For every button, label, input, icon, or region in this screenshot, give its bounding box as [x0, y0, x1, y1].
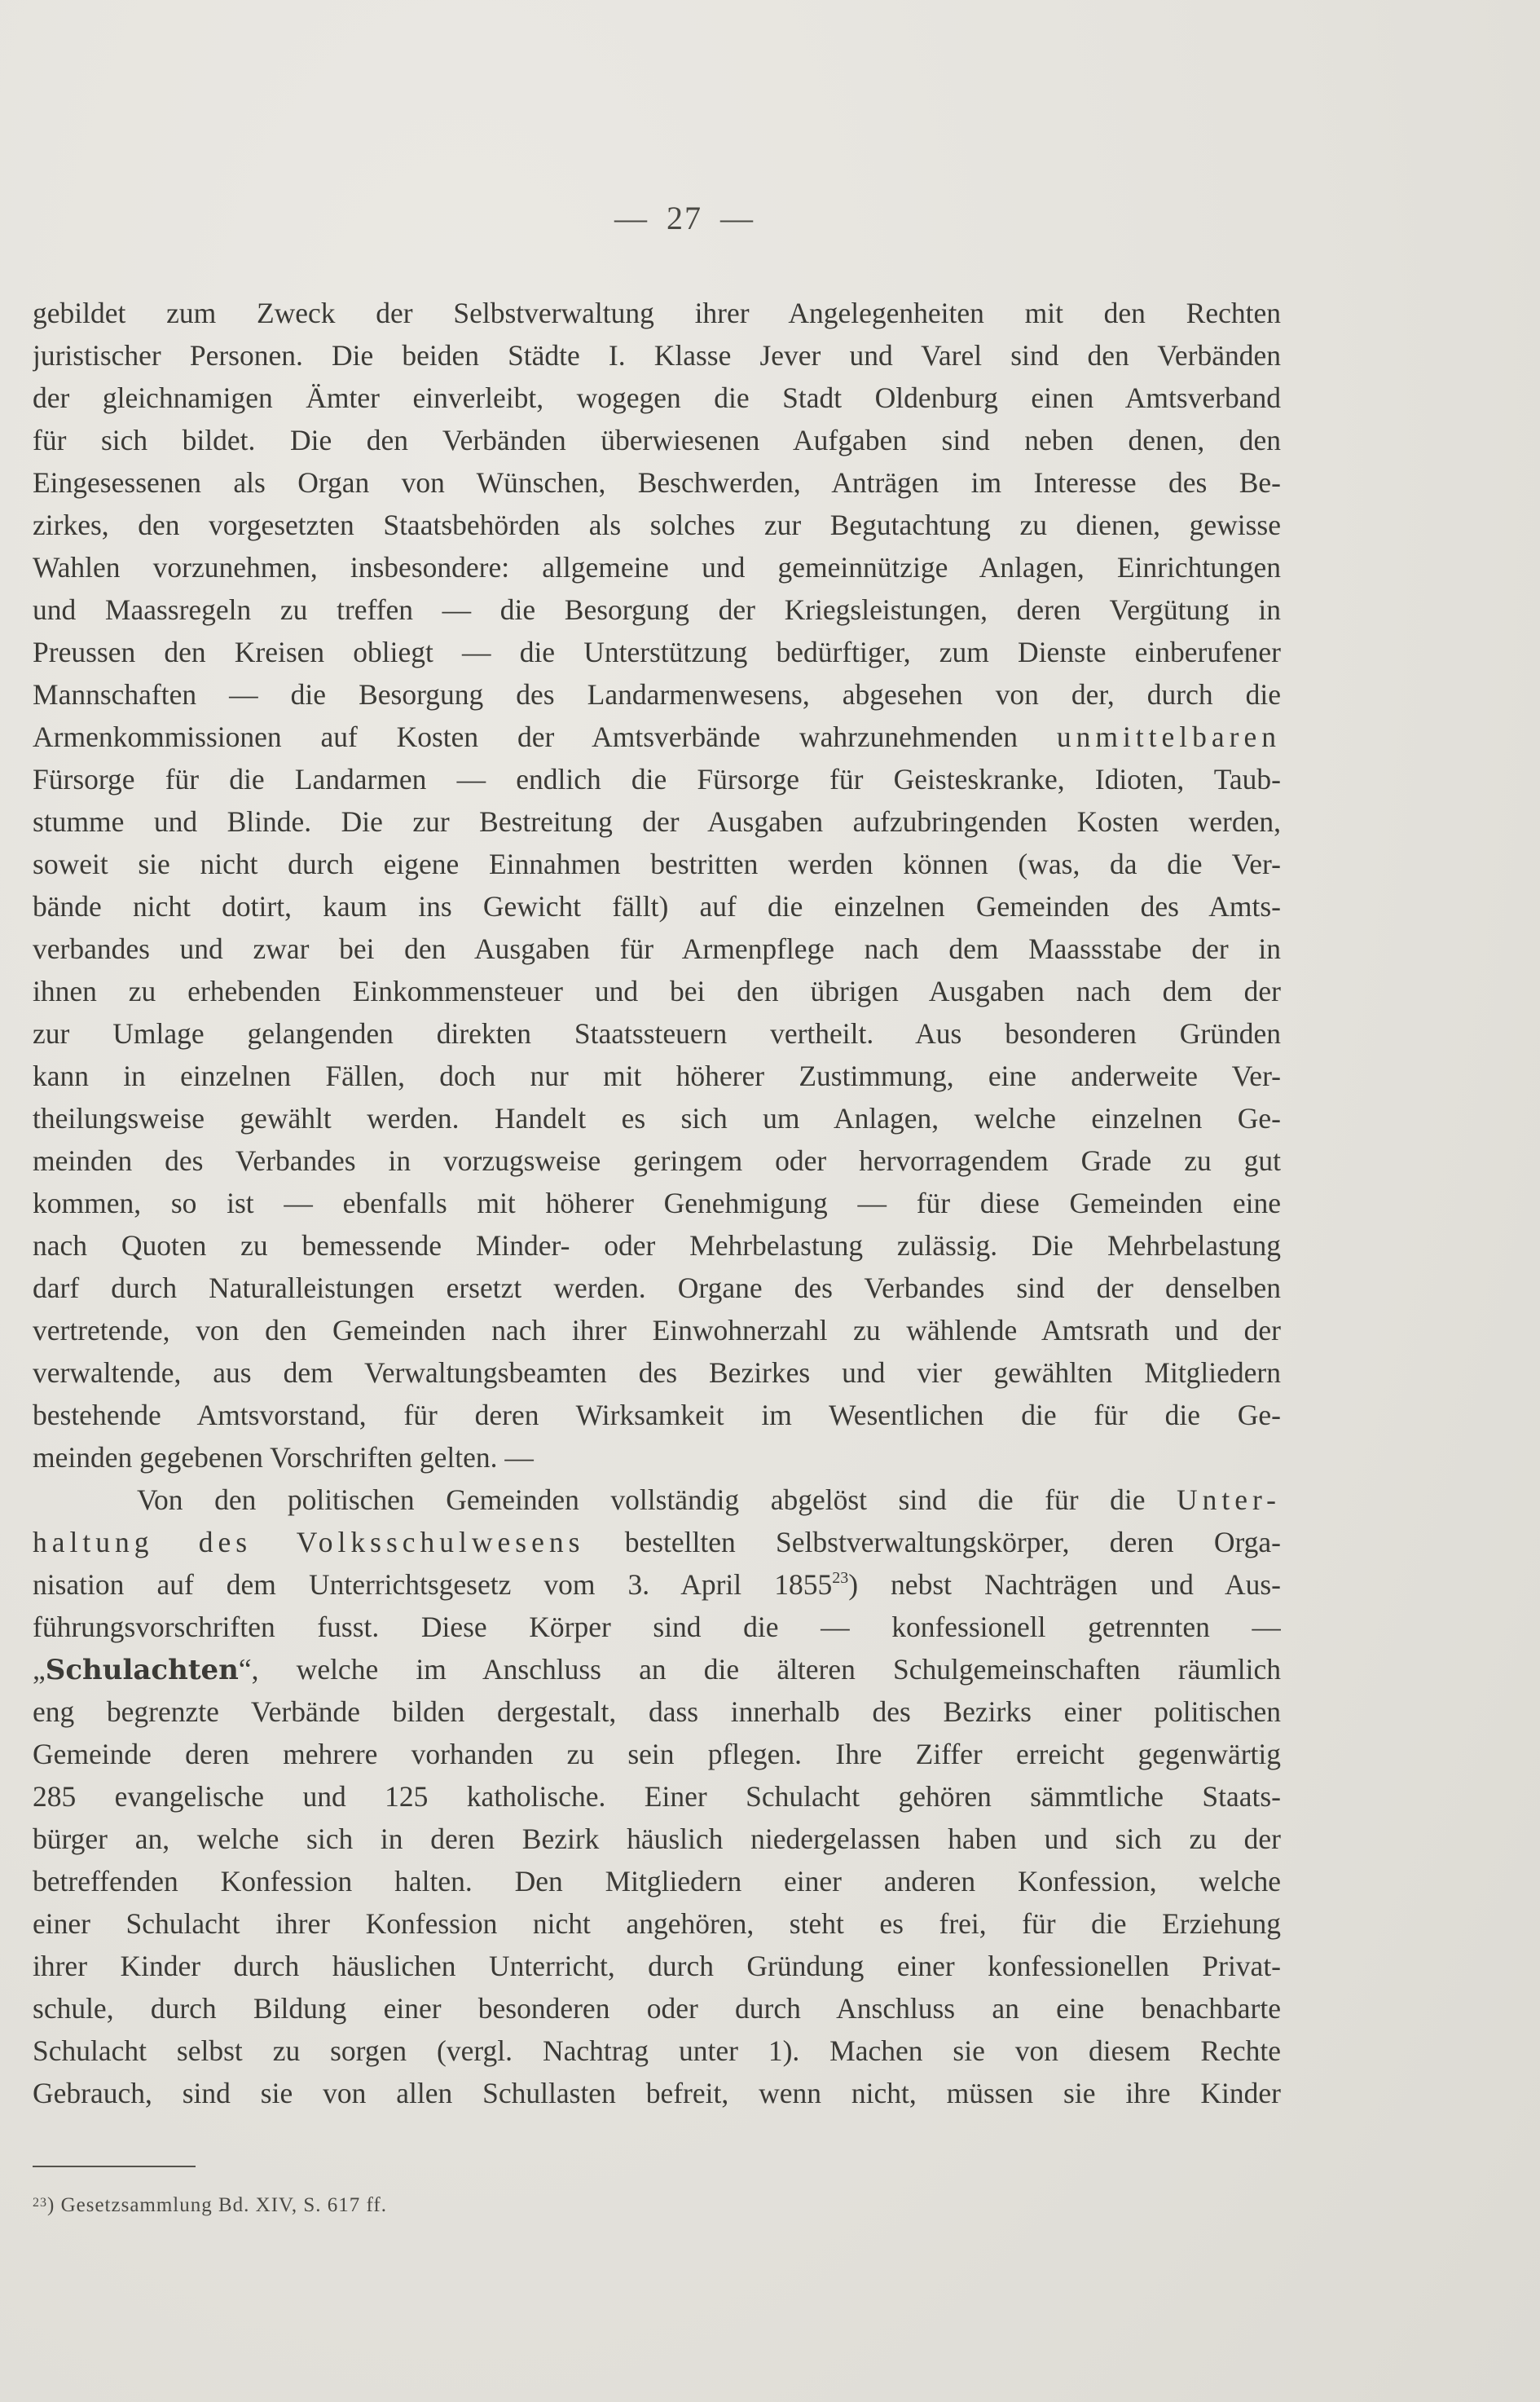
text-line — [33, 1012, 1281, 1055]
emphasized-term: Schulachten — [45, 1654, 239, 1686]
text-segment: Preussen den Kreisen obliegt — die Unterstützung bedürftiger, zum Dienste einberufener — [33, 636, 1281, 668]
text-line — [33, 1860, 1281, 1902]
text-line — [33, 2072, 1281, 2114]
text-segment: bestellten Selbstverwaltungskörper, deren Orga- — [584, 1526, 1281, 1558]
text-line — [33, 1351, 1281, 1394]
text-segment: kann in einzelnen Fällen, doch nur mit höherer Zustimmung, eine anderweite Ver- — [33, 1060, 1281, 1092]
text-segment: juristischer Personen. Die beiden Städte I. Klasse Jever und Varel sind den Verbänden — [33, 339, 1281, 372]
text-line — [33, 461, 1281, 504]
text-line — [33, 970, 1281, 1012]
text-segment: Schulacht selbst zu sorgen (vergl. Nachtrag unter 1). Machen sie von diesem Rechte — [33, 2034, 1281, 2067]
text-segment: einer Schulacht ihrer Konfession nicht angehören, steht es frei, für die Erziehung — [33, 1907, 1281, 1940]
text-segment: “, welche im Anschluss an die älteren Schulgemeinschaften räumlich — [238, 1653, 1281, 1686]
text-segment: nach Quoten zu bemessende Minder- oder Mehrbelastung zulässig. Die Mehrbelastung — [33, 1229, 1281, 1262]
page-number-dash-right: — — [720, 200, 755, 236]
text-segment: soweit sie nicht durch eigene Einnahmen bestritten werden können (was, da die Ver- — [33, 848, 1281, 880]
text-segment: 285 evangelische und 125 katholische. Einer Schulacht gehören sämmtliche Staats- — [33, 1780, 1281, 1813]
text-segment: bände nicht dotirt, kaum ins Gewicht fällt) auf die einzelnen Gemeinden des Amts- — [33, 890, 1281, 923]
spaced-emphasis: haltung des Volksschulwesens — [33, 1526, 585, 1558]
footnote-reference: 23 — [832, 1569, 849, 1587]
text-line — [33, 1182, 1281, 1224]
text-segment: Gebrauch, sind sie von allen Schullasten befreit, wenn nicht, müssen sie ihre Kinder — [33, 2077, 1281, 2109]
spaced-emphasis: unmittelbaren — [1056, 721, 1281, 753]
text-line — [33, 1902, 1281, 1945]
text-line — [33, 1436, 1281, 1479]
text-segment: kommen, so ist — ebenfalls mit höherer Genehmigung — für diese Gemeinden eine — [33, 1187, 1281, 1219]
text-segment: verwaltende, aus dem Verwaltungsbeamten des Bezirkes und vier gewählten Mitgliedern — [33, 1356, 1281, 1389]
text-segment: schule, durch Bildung einer besonderen oder durch Anschluss an eine benachbarte — [33, 1992, 1281, 2025]
text-segment: eng begrenzte Verbände bilden dergestalt, dass innerhalb des Bezirks einer politischen — [33, 1695, 1281, 1728]
footnote-text: ) Gesetzsammlung Bd. XIV, S. 617 ff. — [47, 2194, 387, 2216]
text-line — [33, 800, 1281, 843]
text-segment: betreffenden Konfession halten. Den Mitgliedern einer anderen Konfession, welche — [33, 1865, 1281, 1897]
text-segment: vertretende, von den Gemeinden nach ihrer Einwohnerzahl zu wählende Amtsrath und der — [33, 1314, 1281, 1346]
text-line — [33, 885, 1281, 928]
text-line — [33, 1690, 1281, 1733]
text-line — [33, 1479, 1281, 1521]
text-line — [33, 1267, 1281, 1309]
text-line — [33, 1394, 1281, 1436]
text-line — [33, 1563, 1281, 1606]
page-number — [0, 199, 1369, 237]
text-segment: der gleichnamigen Ämter einverleibt, wogegen die Stadt Oldenburg einen Amtsverband — [33, 381, 1281, 414]
text-segment: Von den politischen Gemeinden vollständig abgelöst sind die für die — [137, 1483, 1177, 1516]
text-segment: führungsvorschriften fusst. Diese Körper sind die — konfessionell getrennten — — [33, 1611, 1281, 1643]
text-line — [33, 1521, 1281, 1563]
page-number-value: 27 — [667, 200, 702, 236]
text-line — [33, 377, 1281, 419]
page-number-dash-left: — — [614, 200, 649, 236]
text-segment: meinden des Verbandes in vorzugsweise geringem oder hervorragendem Grade zu gut — [33, 1144, 1281, 1177]
text-line — [33, 588, 1281, 631]
text-segment: bestehende Amtsvorstand, für deren Wirksamkeit im Wesentlichen die für die Ge- — [33, 1399, 1281, 1431]
text-line — [33, 673, 1281, 716]
text-segment: ihrer Kinder durch häuslichen Unterricht, durch Gründung einer konfessionellen Privat- — [33, 1950, 1281, 1982]
text-segment: bürger an, welche sich in deren Bezirk häuslich niedergelassen haben und sich zu der — [33, 1822, 1281, 1855]
text-segment: „ — [33, 1653, 46, 1686]
text-segment: ) nebst Nachträgen und Aus- — [848, 1568, 1281, 1601]
text-line — [33, 1139, 1281, 1182]
text-segment: Fürsorge für die Landarmen — endlich die Fürsorge für Geisteskranke, Idioten, Taub- — [33, 763, 1281, 796]
footnote-divider — [33, 2166, 196, 2167]
text-line — [33, 1945, 1281, 1987]
text-line — [33, 1818, 1281, 1860]
text-line — [33, 1055, 1281, 1097]
text-line — [33, 928, 1281, 970]
text-line — [33, 1987, 1281, 2030]
text-line — [33, 1733, 1281, 1775]
text-segment: darf durch Naturalleistungen ersetzt werden. Organe des Verbandes sind der denselben — [33, 1272, 1281, 1304]
text-line — [33, 334, 1281, 377]
text-line — [33, 716, 1281, 758]
text-segment: stumme und Blinde. Die zur Bestreitung der Ausgaben aufzubringenden Kosten werden, — [33, 805, 1281, 838]
text-line — [33, 1309, 1281, 1351]
text-segment: Mannschaften — die Besorgung des Landarmenwesens, abgesehen von der, durch die — [33, 678, 1281, 711]
text-segment: für sich bildet. Die den Verbänden überwiesenen Aufgaben sind neben denen, den — [33, 424, 1281, 456]
footnote-marker: 23 — [33, 2196, 47, 2210]
text-segment: Gemeinde deren mehrere vorhanden zu sein pflegen. Ihre Ziffer erreicht gegenwärtig — [33, 1738, 1281, 1770]
text-line — [33, 546, 1281, 588]
body-text — [33, 292, 1281, 2114]
text-segment: zirkes, den vorgesetzten Staatsbehörden als solches zur Begutachtung zu dienen, gewisse — [33, 509, 1281, 541]
text-line — [33, 758, 1281, 800]
text-segment: Eingesessenen als Organ von Wünschen, Beschwerden, Anträgen im Interesse des Be- — [33, 466, 1281, 499]
text-segment: Armenkommissionen auf Kosten der Amtsverbände wahrzunehmenden — [33, 721, 1057, 753]
text-segment: verbandes und zwar bei den Ausgaben für Armenpflege nach dem Maassstabe der in — [33, 932, 1281, 965]
text-line — [33, 1648, 1281, 1690]
text-line — [33, 843, 1281, 885]
text-line — [33, 504, 1281, 546]
text-segment: theilungsweise gewählt werden. Handelt es sich um Anlagen, welche einzelnen Ge- — [33, 1102, 1281, 1135]
text-line — [33, 1097, 1281, 1139]
text-line — [33, 1224, 1281, 1267]
text-segment: und Maassregeln zu treffen — die Besorgung der Kriegsleistungen, deren Vergütung in — [33, 593, 1281, 626]
footnote — [33, 2194, 1255, 2217]
text-segment: ihnen zu erhebenden Einkommensteuer und bei den übrigen Ausgaben nach dem der — [33, 975, 1281, 1007]
text-line — [33, 419, 1281, 461]
text-line — [33, 2030, 1281, 2072]
text-segment: Wahlen vorzunehmen, insbesondere: allgemeine und gemeinnützige Anlagen, Einrichtungen — [33, 551, 1281, 584]
text-line — [33, 631, 1281, 673]
text-segment: zur Umlage gelangenden direkten Staatssteuern vertheilt. Aus besonderen Gründen — [33, 1017, 1281, 1050]
text-line — [33, 1775, 1281, 1818]
spaced-emphasis: Unter- — [1177, 1483, 1281, 1516]
text-segment: gebildet zum Zweck der Selbstverwaltung ihrer Angelegenheiten mit den Rechten — [33, 297, 1281, 329]
text-segment: meinden gegebenen Vorschriften gelten. — — [33, 1441, 534, 1474]
text-line — [33, 1606, 1281, 1648]
text-line — [33, 292, 1281, 334]
text-segment: nisation auf dem Unterrichtsgesetz vom 3. April 1855 — [33, 1568, 833, 1601]
